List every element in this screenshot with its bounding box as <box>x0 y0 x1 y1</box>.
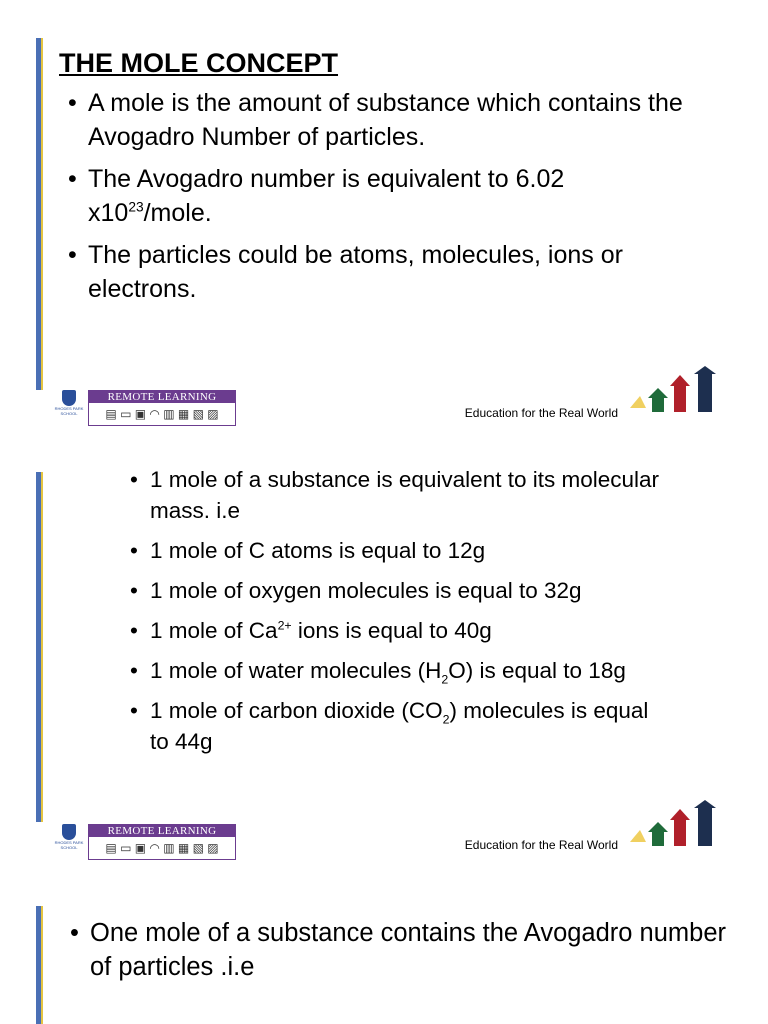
slide-3 <box>0 868 768 1024</box>
slide-accent-bar <box>36 38 41 390</box>
bullet-list <box>130 464 660 766</box>
list-item: • A mole is the amount of substance which contains the Avogadro Number of particles. <box>68 89 683 151</box>
remote-learning-logo: RHODES PARK SCHOOL REMOTE LEARNING ▤ ▭ ▣ ◠ ▥ ▦ ▧ ▨ <box>54 824 238 860</box>
device-icons: ▤ ▭ ▣ ◠ ▥ ▦ ▧ ▨ <box>105 841 219 855</box>
bullet-list <box>68 86 688 314</box>
tagline: Education for the Real World <box>464 838 618 852</box>
school-crest-icon: RHODES PARK SCHOOL <box>54 390 84 426</box>
growth-arrows-icon <box>630 366 720 416</box>
list-item: • 1 mole of a substance is equivalent to its molecular mass. i.e <box>130 467 660 523</box>
list-item: • 1 mole of water molecules $(H_2O)$ is equal to 18g <box>130 658 626 687</box>
device-icons: ▤ ▭ ▣ ◠ ▥ ▦ ▧ ▨ <box>105 407 219 421</box>
list-item: • One mole of a substance contains the Avogadro number of particles .i.e <box>70 919 727 981</box>
slide-1 <box>0 0 768 434</box>
list-item: • 1 mole of oxygen molecules is equal to 32g <box>130 578 582 603</box>
list-item: • 1 mole of C atoms is equal to 12g <box>130 538 486 563</box>
remote-learning-logo: RHODES PARK SCHOOL REMOTE LEARNING ▤ ▭ ▣ ◠ ▥ ▦ ▧ ▨ <box>54 390 238 426</box>
slide-accent-bar <box>36 472 41 822</box>
list-item: • The particles could be atoms, molecules, ions or electrons. <box>68 241 623 303</box>
slide-title: THE MOLE CONCEPT <box>59 48 339 78</box>
bullet-list <box>70 916 730 984</box>
growth-arrows-icon <box>630 800 720 850</box>
slide-2 <box>0 434 768 868</box>
list-item: • The Avogadro number is equivalent to 6.02 $x10^{23}$/mole. <box>68 165 565 227</box>
list-item: • 1 mole of $Ca^{2+}$ ions is equal to 40g <box>130 618 492 643</box>
tagline: Education for the Real World <box>464 406 618 420</box>
list-item: • 1 mole of carbon dioxide $(CO_2)$ molecules is equal to 44g <box>130 698 649 754</box>
slide-accent-bar <box>36 906 41 1024</box>
school-crest-icon: RHODES PARK SCHOOL <box>54 824 84 860</box>
